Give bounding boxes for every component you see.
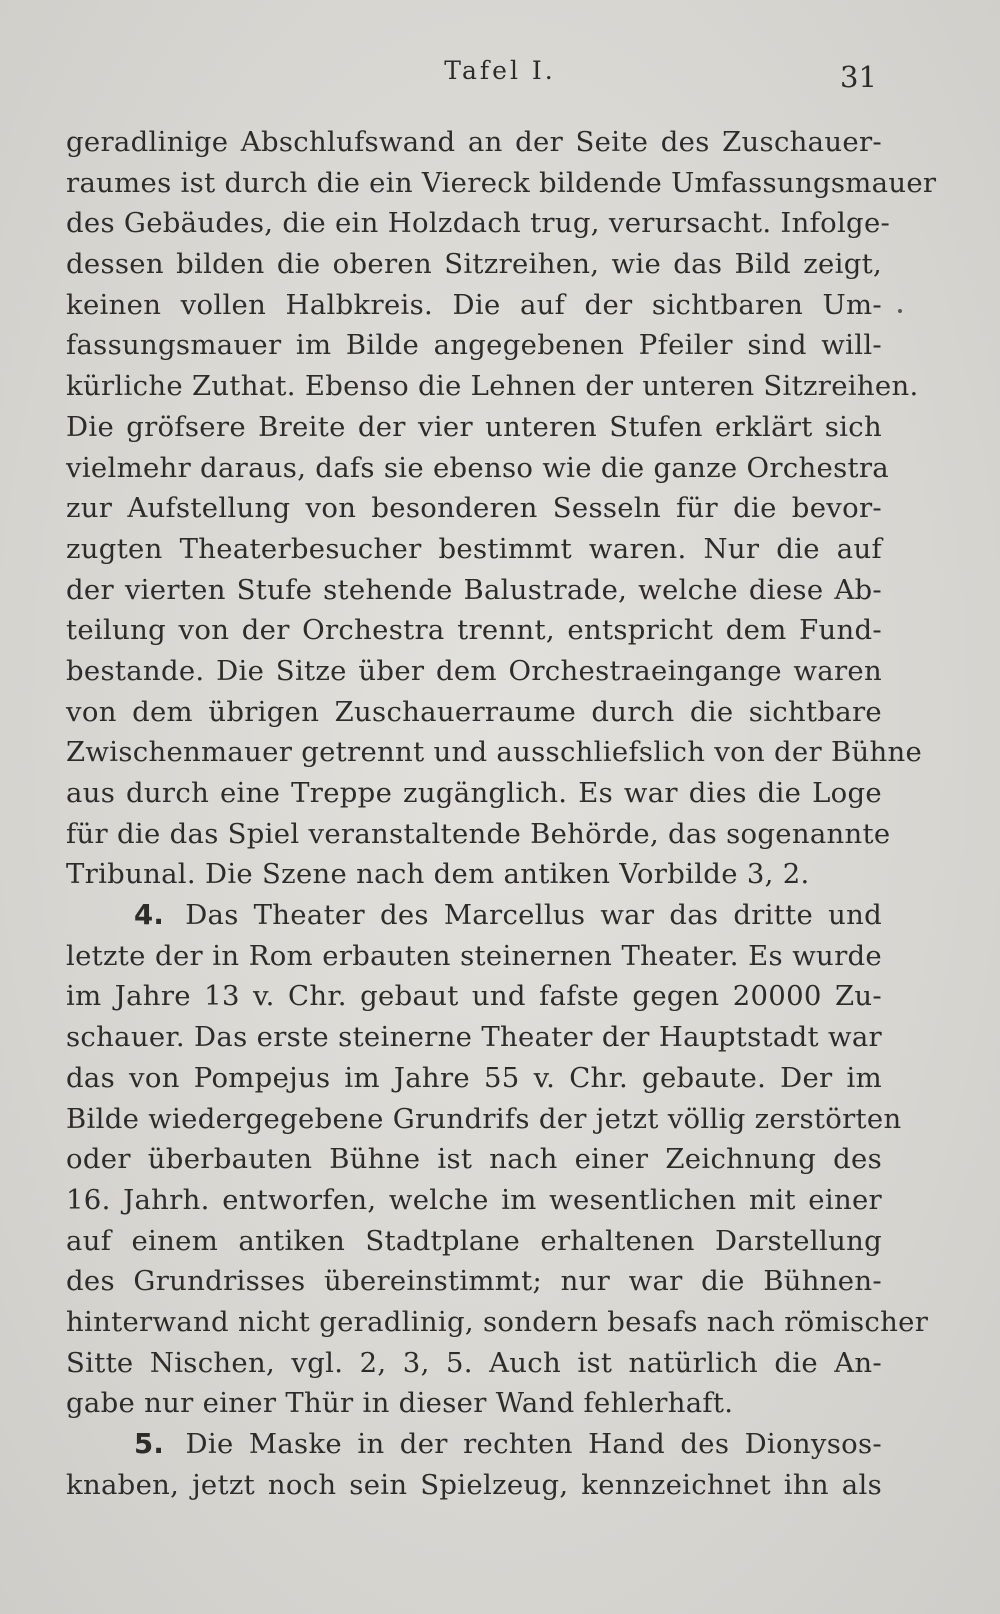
ink-speck xyxy=(898,309,902,313)
text-line: des Grundrisses übereinstimmt; nur war die Bühnen- xyxy=(66,1265,882,1298)
text-line xyxy=(66,1424,882,1465)
text-line: des Gebäudes, die ein Holzdach trug, verursacht. Infolge- xyxy=(66,207,891,240)
text-line: dessen bilden die oberen Sitzreihen, wie das Bild zeigt, xyxy=(66,248,882,281)
text-line: bestande. Die Sitze über dem Orchestraeingange waren xyxy=(66,654,882,687)
text-line xyxy=(66,895,882,936)
text-line: von dem übrigen Zuschauerraume durch die sichtbare xyxy=(66,695,882,728)
text-line: 16. Jahrh. entworfen, welche im wesentlichen mit einer xyxy=(66,1183,882,1216)
text-line: zur Aufstellung von besonderen Sesseln für die bevor- xyxy=(66,492,882,525)
text-line: Zwischenmauer getrennt und ausschliefslich von der Bühne xyxy=(66,736,923,769)
text-line: der vierten Stufe stehende Balustrade, welche diese Ab- xyxy=(66,573,882,606)
body-text xyxy=(66,122,937,1505)
text-line: im Jahre 13 v. Chr. gebaut und fafste gegen 20000 Zu- xyxy=(66,980,882,1013)
text-line: Tribunal. Die Szene nach dem antiken Vorbilde 3, 2. xyxy=(66,858,810,891)
text-line: kürliche Zuthat. Ebenso die Lehnen der unteren Sitzreihen. xyxy=(66,370,919,403)
text-line: oder überbauten Bühne ist nach einer Zeichnung des xyxy=(66,1143,882,1176)
text-line: keinen vollen Halbkreis. Die auf der sichtbaren Um- xyxy=(66,288,882,321)
section-number: 4. xyxy=(134,899,165,932)
text-line: vielmehr daraus, dafs sie ebenso wie die ganze Orchestra xyxy=(66,451,889,484)
text-line: zugten Theaterbesucher bestimmt waren. Nur die auf xyxy=(66,532,882,565)
text-line: aus durch eine Treppe zugänglich. Es war dies die Loge xyxy=(66,777,882,809)
text-line: für die das Spiel veranstaltende Behörde, das sogenannte xyxy=(66,817,891,850)
text-line: das von Pompejus im Jahre 55 v. Chr. gebaute. Der im xyxy=(66,1061,882,1094)
text-line: auf einem antiken Stadtplane erhaltenen Darstellung xyxy=(66,1224,882,1257)
section-text: Das Theater des Marcellus war das dritte und xyxy=(170,899,882,932)
section-number: 5. xyxy=(134,1428,165,1460)
text-line: Die gröfsere Breite der vier unteren Stufen erklärt sich xyxy=(66,410,882,443)
text-line: schauer. Das erste steinerne Theater der Hauptstadt war xyxy=(66,1021,882,1054)
text-line: geradlinige Abschlufswand an der Seite des Zuschauer- xyxy=(66,126,882,158)
page-number: 31 xyxy=(840,60,877,94)
running-header: Tafel I. xyxy=(444,56,556,85)
text-line: gabe nur einer Thür in dieser Wand fehlerhaft. xyxy=(66,1387,734,1420)
text-line: Bilde wiedergegebene Grundrifs der jetzt völlig zerstörten xyxy=(66,1102,902,1135)
text-line: raumes ist durch die ein Viereck bildende Umfassungsmauer xyxy=(66,166,937,199)
text-line: Sitte Nischen, vgl. 2, 3, 5. Auch ist natürlich die An- xyxy=(66,1346,882,1379)
text-line: fassungsmauer im Bilde angegebenen Pfeiler sind will- xyxy=(66,329,882,362)
section-text: Die Maske in der rechten Hand des Dionysos- xyxy=(170,1428,882,1460)
text-line: teilung von der Orchestra trennt, entspricht dem Fund- xyxy=(66,614,882,647)
text-line: knaben, jetzt noch sein Spielzeug, kennzeichnet ihn als xyxy=(66,1468,882,1501)
text-line: hinterwand nicht geradlinig, sondern besafs nach römischer xyxy=(66,1305,929,1338)
text-line: letzte der in Rom erbauten steinernen Theater. Es wurde xyxy=(66,939,882,972)
